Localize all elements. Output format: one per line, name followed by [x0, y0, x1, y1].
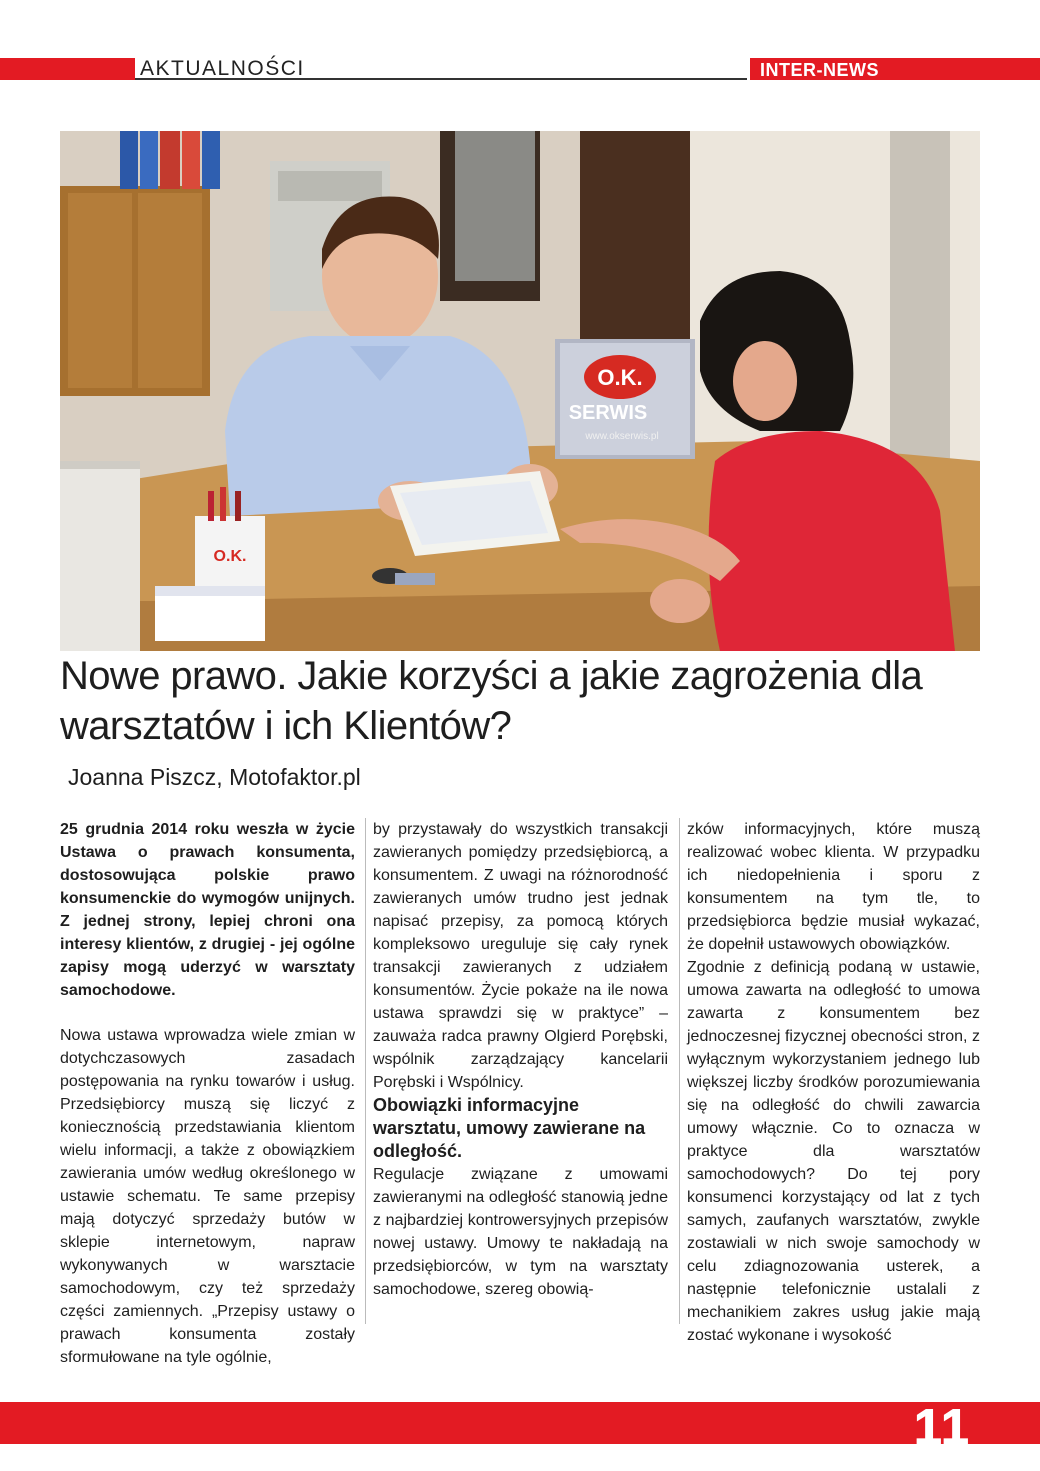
brand-label: INTER-NEWS	[760, 60, 879, 80]
column-3-body-2: Zgodnie z definicją podaną w ustawie, umowa zawarta na odległość to umowa zawarta z konsumentem bez jednoczesnej fizycznej obecności stron, z wyłącznym wykorzystaniem jednego lub większej liczby środków porozumiewania się na odległość do chwili zawarcia umowy włącznie. Co to oznacza w praktyce dla warsztatów samochodowych? Do tej pory konsumenci korzystający od lat z tych samych, zaufanych warsztatów, zwykle zostawiali w nich swoje samochody w celu zdiagnozowania usterek, a następnie telefonicznie ustalali z mechanikiem zakres usług jakie mają zostać wykonane i wysokość	[687, 959, 980, 1344]
column-divider	[365, 818, 366, 1324]
column-3-body: zków informacyjnych, które muszą realizować wobec klienta. W przypadku ich niedopełnienia i sporu z konsumentem na tym tle, to przedsiębiorca będzie musiał wykazać, że dopełnił ustawowych obowiązków.	[687, 821, 980, 953]
sign-logo-text: O.K.	[597, 365, 643, 390]
page-number: 11	[914, 1399, 971, 1455]
column-divider	[679, 818, 680, 1324]
sign-brand-text: SERWIS	[568, 402, 648, 424]
column-3	[687, 818, 980, 1347]
article-subheading: Obowiązki informacyjne warsztatu, umowy zawierane na odległość.	[373, 1095, 646, 1161]
column-1	[60, 818, 355, 1369]
column-2	[373, 818, 668, 1301]
cup-logo-text: O.K.	[213, 548, 247, 565]
sign-url-text: www.okserwis.pl	[585, 431, 659, 442]
article-title: Nowe prawo. Jakie korzyści a jakie zagrożenia dla warsztatów i ich Klientów?	[60, 654, 923, 748]
article-byline: Joanna Piszcz, Motofaktor.pl	[68, 764, 361, 790]
column-1-body: Nowa ustawa wprowadza wiele zmian w dotychczasowych zasadach postępowania na rynku towarów i usług. Przedsiębiorcy muszą się liczyć z koniecznością przedstawiania klientom wielu informacji, a także z obowiązkiem zawierania umów według określonego w ustawie schematu. Te same przepisy mają dotyczyć sprzedaży butów w sklepie internetowym, napraw wykonywanych w warsztacie samochodowym, czy też sprzedaży części zamiennych. „Przepisy ustawy o prawach konsumenta zostały sformułowane na tyle ogólnie,	[60, 1027, 355, 1366]
article-photo	[60, 131, 980, 651]
article-lead: 25 grudnia 2014 roku weszła w życie Ustawa o prawach konsumenta, dostosowująca polskie prawo konsumenckie do wymogów unijnych. Z jednej strony, lepiej chroni ona interesy klientów, z drugiej - jej ogólne zapisy mogą uderzyć w warsztaty samochodowe.	[60, 821, 355, 999]
section-label: AKTUALNOŚCI	[140, 57, 305, 80]
footer-red-stripe	[0, 1402, 1040, 1444]
column-2-body: by przystawały do wszystkich transakcji zawieranych pomiędzy przedsiębiorcą, a konsumentem. Z uwagi na różnorodność zawieranych umów trudno jest jednak napisać przepisy, za pomocą których kompleksowo ureguluje się cały rynek transakcji zawieranych z udziałem konsumentów. Życie pokaże na ile nowa ustawa sprawdzi się w praktyce” – zauważa radca prawny Olgierd Porębski, wspólnik zarządzający kancelarii Porębski i Wspólnicy.	[373, 821, 668, 1091]
column-2-body-2: Regulacje związane z umowami zawieranymi na odległość stanowią jedne z najbardziej kontrowersyjnych przepisów nowej ustawy. Umowy te nakładają na przedsiębiorców, w tym na warsztaty samochodowe, szereg obowią-	[373, 1166, 668, 1298]
